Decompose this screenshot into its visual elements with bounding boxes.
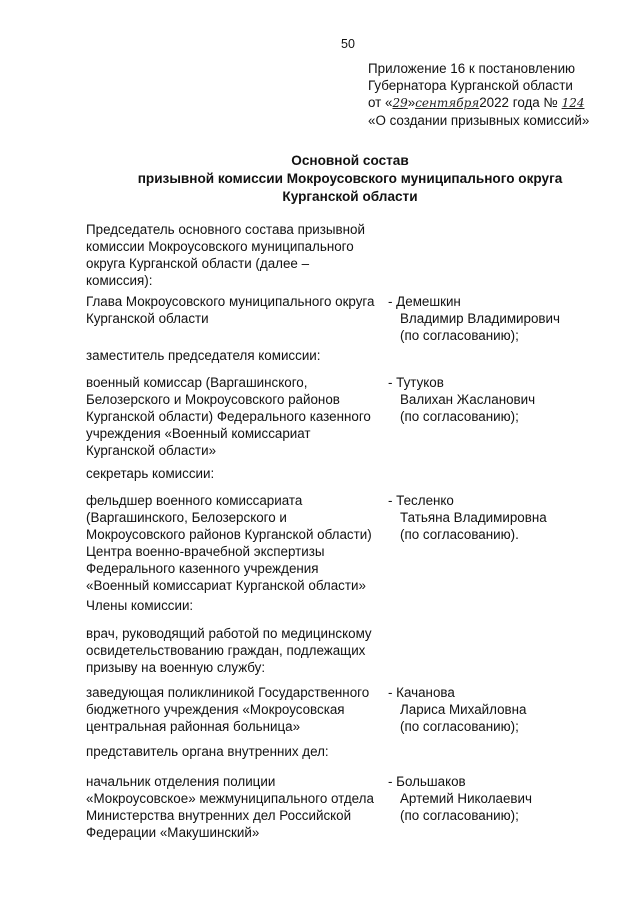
secretary-position-line: Центра военно-врачебной экспертизы (86, 544, 325, 559)
deputy-heading (86, 347, 321, 364)
secretary-position-line: фельдшер военного комиссариата (86, 493, 303, 508)
secretary-position-line: «Военный комиссариат Курганской области» (86, 578, 366, 593)
doctor-heading-line: призыву на военную службу: (86, 660, 266, 675)
secretary-name: Татьяна Владимировна (400, 510, 547, 525)
doctor-heading (86, 625, 372, 676)
annex-line-2: Губернатора Курганской области (368, 78, 573, 93)
deputy-position-line: учреждения «Военный комиссариат (86, 426, 311, 441)
date-suffix: 2022 года № (479, 95, 558, 110)
chair-heading-line: Председатель основного состава призывной (86, 222, 365, 237)
handwritten-day: 29 (392, 96, 408, 110)
police-note: (по согласованию); (400, 808, 519, 823)
chair-heading-line: комиссия): (86, 273, 153, 288)
deputy-position-line: Курганской области) Федерального казенного (86, 409, 371, 424)
chair-note: (по согласованию); (400, 328, 519, 343)
police-heading-line: представитель органа внутренних дел: (86, 744, 329, 759)
annex-header (368, 60, 589, 129)
chair-heading-line: округа Курганской области (далее – (86, 256, 310, 271)
doctor-position (86, 684, 386, 735)
deputy-name: Валихан Жасланович (400, 392, 536, 407)
deputy-position-line: Курганской области» (86, 443, 217, 458)
members-heading-line: Члены комиссии: (86, 598, 194, 613)
document-title (100, 152, 600, 206)
police-heading (86, 743, 329, 760)
chair-surname: - Демешкин (388, 294, 461, 309)
police-person (388, 773, 532, 824)
secretary-person (388, 492, 547, 543)
deputy-position-line: военный комиссар (Варгашинского, (86, 375, 308, 390)
handwritten-doc-number: 124 (561, 96, 585, 110)
deputy-position (86, 374, 386, 459)
annex-date-line (368, 94, 589, 112)
title-line-2: призывной комиссии Мокроусовского муниципального округа (137, 171, 563, 186)
police-position-line: Федерации «Макушинский» (86, 825, 260, 840)
chair-position-line: Глава Мокроусовского муниципального округа (86, 294, 375, 309)
handwritten-month: сентября (415, 96, 480, 110)
chair-name: Владимир Владимирович (400, 311, 560, 326)
annex-line-1: Приложение 16 к постановлению (368, 61, 576, 76)
deputy-surname: - Тутуков (388, 375, 444, 390)
police-position (86, 773, 386, 841)
doctor-note: (по согласованию); (400, 719, 519, 734)
doctor-name: Лариса Михайловна (400, 702, 527, 717)
secretary-position-line: (Варгашинского, Белозерского и (86, 510, 287, 525)
police-surname: - Большаков (388, 774, 466, 789)
chair-heading (86, 221, 365, 289)
secretary-position (86, 492, 386, 594)
chair-heading-line: комиссии Мокроусовского муниципального (86, 239, 354, 254)
secretary-note: (по согласованию). (400, 527, 519, 542)
doctor-position-line: бюджетного учреждения «Мокроусовская (86, 702, 345, 717)
annex-line-4: «О создании призывных комиссий» (368, 113, 590, 128)
police-position-line: «Мокроусовское» межмуниципального отдела (86, 791, 374, 806)
doctor-surname: - Качанова (388, 685, 455, 700)
title-line-3: Курганской области (282, 189, 418, 204)
title-line-1: Основной состав (291, 153, 409, 168)
secretary-surname: - Тесленко (388, 493, 454, 508)
police-position-line: Министерства внутренних дел Российской (86, 808, 352, 823)
doctor-heading-line: врач, руководящий работой по медицинскому (86, 626, 372, 641)
police-name: Артемий Николаевич (400, 791, 532, 806)
secretary-position-line: Мокроусовского районов Курганской области) (86, 527, 372, 542)
chair-position-line: Курганской области (86, 311, 209, 326)
secretary-heading-line: секретарь комиссии: (86, 466, 215, 481)
members-heading (86, 597, 193, 614)
page-number: 50 (341, 37, 355, 51)
chair-person (388, 293, 560, 344)
date-mid: » (407, 95, 416, 110)
deputy-note: (по согласованию); (400, 409, 519, 424)
secretary-heading (86, 465, 214, 482)
deputy-person (388, 374, 535, 425)
deputy-position-line: Белозерского и Мокроусовского районов (86, 392, 340, 407)
deputy-heading-line: заместитель председателя комиссии: (86, 348, 321, 363)
doctor-heading-line: освидетельствованию граждан, подлежащих (86, 643, 366, 658)
doctor-position-line: центральная районная больница» (86, 719, 301, 734)
secretary-position-line: Федерального казенного учреждения (86, 561, 319, 576)
doctor-position-line: заведующая поликлиникой Государственного (86, 685, 370, 700)
chair-position (86, 293, 386, 327)
police-position-line: начальник отделения полиции (86, 774, 276, 789)
date-prefix: от « (368, 95, 393, 110)
doctor-person (388, 684, 527, 735)
